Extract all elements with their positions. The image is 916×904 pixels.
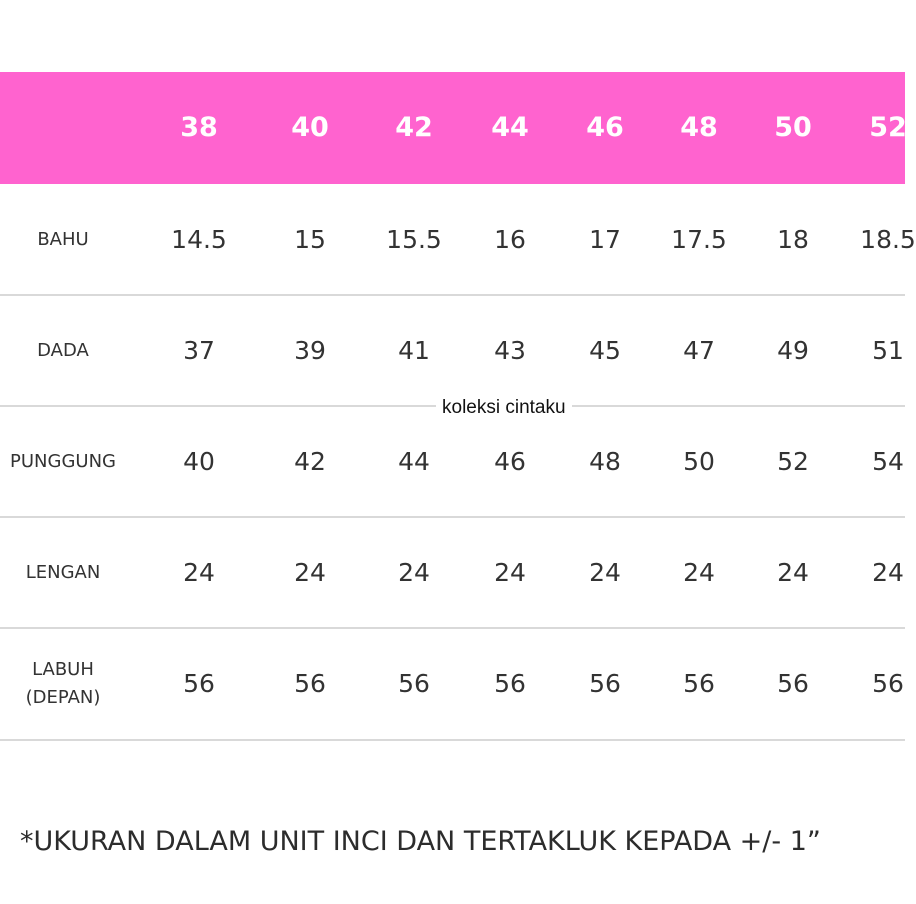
row-divider bbox=[0, 627, 905, 629]
measurement-value: 50 bbox=[683, 447, 715, 476]
measurement-value: 24 bbox=[777, 558, 809, 587]
measurement-value: 56 bbox=[398, 669, 430, 698]
watermark: koleksi cintaku bbox=[436, 395, 572, 421]
measurement-value: 24 bbox=[183, 558, 215, 587]
measurement-label: PUNGGUNG bbox=[10, 451, 116, 472]
measurement-value: 24 bbox=[294, 558, 326, 587]
measurement-value: 41 bbox=[398, 336, 430, 365]
size-column-header: 38 bbox=[180, 112, 218, 143]
row-divider bbox=[0, 294, 905, 296]
size-column-header: 52 bbox=[869, 112, 907, 143]
size-column-header: 40 bbox=[291, 112, 329, 143]
measurement-value: 56 bbox=[777, 669, 809, 698]
measurement-value: 56 bbox=[683, 669, 715, 698]
measurement-value: 49 bbox=[777, 336, 809, 365]
measurement-value: 52 bbox=[777, 447, 809, 476]
measurement-value: 46 bbox=[494, 447, 526, 476]
measurement-value: 56 bbox=[872, 669, 904, 698]
measurement-label: LABUH (DEPAN) bbox=[25, 659, 101, 708]
measurement-value: 39 bbox=[294, 336, 326, 365]
measurement-value: 15.5 bbox=[386, 225, 442, 254]
measurement-value: 43 bbox=[494, 336, 526, 365]
row-divider bbox=[0, 516, 905, 518]
measurement-value: 56 bbox=[589, 669, 621, 698]
measurement-value: 24 bbox=[494, 558, 526, 587]
row-divider bbox=[0, 739, 905, 741]
measurement-value: 18.5 bbox=[860, 225, 916, 254]
measurement-value: 15 bbox=[294, 225, 326, 254]
measurement-value: 54 bbox=[872, 447, 904, 476]
measurement-value: 48 bbox=[589, 447, 621, 476]
measurement-value: 17.5 bbox=[671, 225, 727, 254]
measurement-value: 51 bbox=[872, 336, 904, 365]
size-column-header: 44 bbox=[491, 112, 529, 143]
measurement-label: BAHU bbox=[37, 229, 89, 250]
measurement-value: 24 bbox=[589, 558, 621, 587]
measurement-value: 45 bbox=[589, 336, 621, 365]
measurement-value: 56 bbox=[294, 669, 326, 698]
measurement-value: 14.5 bbox=[171, 225, 227, 254]
measurement-value: 44 bbox=[398, 447, 430, 476]
measurement-value: 18 bbox=[777, 225, 809, 254]
measurement-value: 24 bbox=[683, 558, 715, 587]
measurement-value: 37 bbox=[183, 336, 215, 365]
size-column-header: 48 bbox=[680, 112, 718, 143]
measurement-value: 40 bbox=[183, 447, 215, 476]
measurement-value: 42 bbox=[294, 447, 326, 476]
size-column-header: 46 bbox=[586, 112, 624, 143]
measurement-value: 24 bbox=[872, 558, 904, 587]
measurement-value: 47 bbox=[683, 336, 715, 365]
size-header-band bbox=[0, 72, 905, 184]
measurement-value: 16 bbox=[494, 225, 526, 254]
measurement-value: 24 bbox=[398, 558, 430, 587]
measurement-value: 56 bbox=[494, 669, 526, 698]
measurement-value: 17 bbox=[589, 225, 621, 254]
size-column-header: 50 bbox=[774, 112, 812, 143]
size-column-header: 42 bbox=[395, 112, 433, 143]
measurement-footnote: *UKURAN DALAM UNIT INCI DAN TERTAKLUK KEPADA +/- 1” bbox=[20, 826, 821, 857]
measurement-value: 56 bbox=[183, 669, 215, 698]
measurement-label: DADA bbox=[37, 340, 89, 361]
measurement-label: LENGAN bbox=[25, 562, 101, 583]
